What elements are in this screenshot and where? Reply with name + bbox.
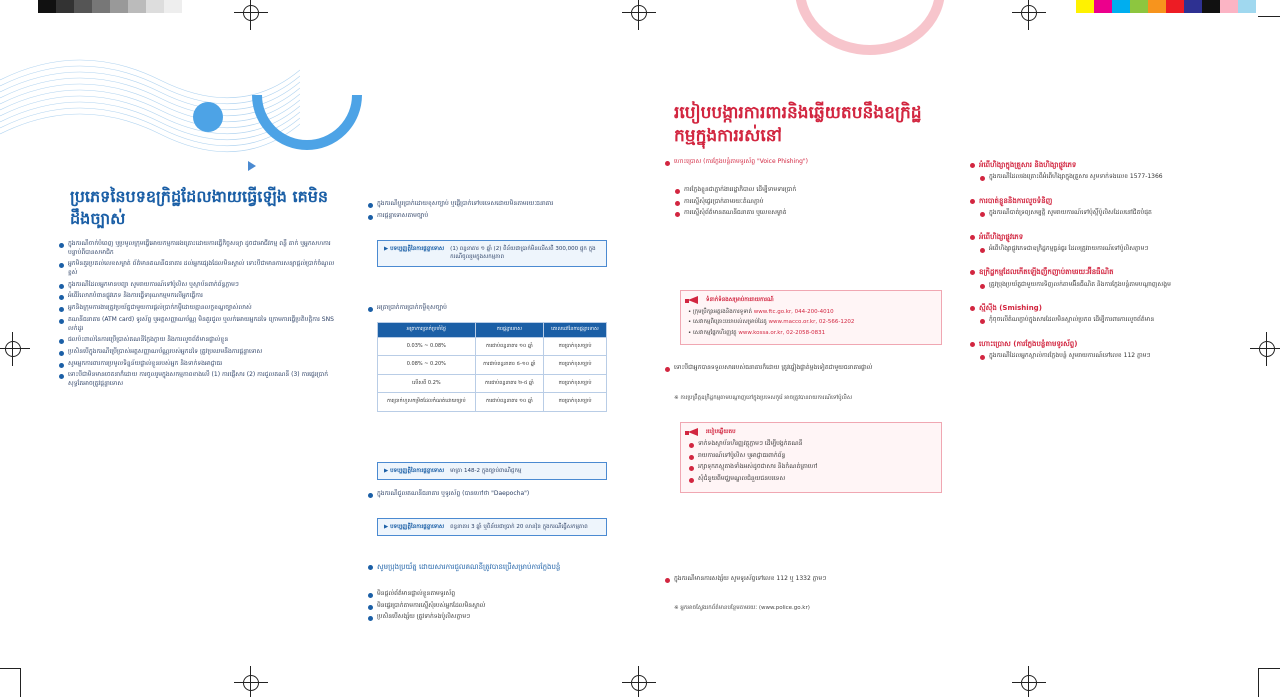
- crime-section: [969, 196, 1269, 218]
- table-cell: 0.03% ~ 0.08%: [378, 337, 476, 356]
- crime-section-body-list: [979, 281, 1269, 290]
- table-heading: អត្រាប្រាក់ការប្រាក់កម្ចីខុសច្បាប់: [367, 304, 607, 313]
- crime-section-text: ក្នុងករណីដែលរងគ្រោះពីអំពើហិង្សាក្នុងគ្រួសារ សូមទាក់ទងលេខ 1577-1366: [979, 173, 1269, 182]
- daepocha-item: ក្នុងករណីជួលគណនីធនាគារ ឬទូរស័ព្ទ (បានហៅថា "Daepocha"): [367, 490, 607, 499]
- contact-name: សេវាកម្មផ្នែកហិរញ្ញវត្ថុ: [693, 329, 737, 336]
- bottom-title-list: [367, 562, 607, 575]
- crime-section-body-list: [979, 352, 1269, 361]
- para2-item: ទោះបីជាអ្នកបានទទួលសាររបស់ធនាគារក៏ដោយ ត្រូវផ្ទៀងផ្ទាត់ម្តងទៀតជាមួយធនាគារផ្ទាល់: [664, 364, 944, 373]
- phishing-subpoints: [674, 186, 942, 221]
- panel-prevention: [640, 0, 952, 697]
- crime-section-text: ក្នុងករណីដែលអ្នកស្គាល់ការក្លែងបន្លំ សូមរាយការណ៍ទៅលេខ 112 ភ្លាមៗ: [979, 352, 1269, 361]
- penalty-box-text: មាត្រា 148-2 ក្នុងច្បាប់ពាណិជ្ជកម្ម: [450, 468, 522, 474]
- pink-arc-decoration: [790, 0, 950, 70]
- penalty-box: [377, 462, 607, 480]
- crime-section-head-list: [969, 232, 1269, 242]
- bullet-icon: •: [688, 329, 693, 336]
- crime-section-text: កុំចុចលើតំណភ្ជាប់ក្នុងសារដែលមិនស្គាល់ប្រភព ដើម្បីការពារការលួចព័ត៌មាន: [979, 316, 1269, 325]
- penalty-box: [377, 240, 607, 267]
- bottom-note-list: [664, 575, 944, 587]
- interest-table: [377, 322, 607, 412]
- contact-name: ក្រុមប្រឹក្សាអគ្គរងនិងការទូទាត់: [693, 309, 752, 315]
- crime-section-head: ការបាត់ខ្លួននិងការលួចទំនិញ: [969, 196, 1269, 206]
- note-text: ※ ការប្រព្រឹត្តឧក្រិដ្ឋកម្មតាមបណ្តាញនៅក្នុងប្រទេសកូរ៉េ អាចត្រូវបានរាយការណ៍ទៅប៉ូលិស: [674, 395, 853, 401]
- intro-list: [367, 200, 607, 223]
- list-item: ការស្នើសុំព័ត៌មានគណនីធនាគារ ឬលេខសម្ងាត់: [674, 209, 942, 218]
- contact-link[interactable]: www.kossa.or.kr, 02-2058-0831: [738, 329, 826, 336]
- contact-head-label: ទំនាក់ទំនងសម្រាប់ការរាយការណ៍: [706, 297, 774, 304]
- crime-sections: [969, 160, 1269, 375]
- penalty-box-text: ពន្ធនាគារ 3 ឆ្នាំ ឬពិន័យជាប្រាក់ 20 លានវ៉ុន ក្នុងករណីធ្វើសកម្មភាព: [450, 524, 588, 530]
- list-item: ក្នុងករណីចាក់បំពេញ ឬប្រមូលក្រុមធ្វើអោយកម្មការរងគ្រោះដោយការធ្វើកិច្ចសន្យា ដូចជាអាជីវកម្ម ពន្លឺ គាក់ ឬអ្នកសហការ បន្ទាប់ពីបានសមាជិក: [58, 240, 338, 257]
- table-row: [378, 374, 607, 393]
- reference-note-text: ※ អ្នកអាចស្វែងរកព័ត៌មានបន្ថែមតាមរយៈ (www.police.go.kr): [674, 605, 810, 611]
- list-item: ក្នុងករណីដែលអ្នកមានបញ្ហា សូមរាយការណ៍ទៅប៉ូលិស ឬស្ថាប័នពាក់ព័ន្ធភ្លាមៗ: [58, 281, 338, 290]
- page-title: ប្រភេទនៃបទឧក្រិដ្ឋដែលងាយធ្វើឡើង គេមិនដឹងច្បាស់: [70, 187, 329, 228]
- contact-head: [688, 296, 934, 305]
- bullet-icon: •: [688, 309, 693, 315]
- list-item: ការស្នើសុំផ្ទេរប្រាក់តាមរយៈតំណភ្ជាប់: [674, 198, 942, 207]
- table-cell: ការជាប់ពន្ធនាគារ ២-៥ ឆ្នាំ: [475, 374, 543, 393]
- crime-section-head-list: [969, 160, 1269, 170]
- panel-penalties: [355, 0, 617, 697]
- crime-section-head: អំពើហិង្សាក្នុងគ្រួសារ និងហិង្សាផ្លូវភេទ: [969, 160, 1269, 170]
- blue-circle-decoration: [193, 102, 223, 132]
- list-item: ទោះបីជាមិនមានចេតនាក៏ដោយ ការចូលរួមក្នុងសកម្មភាពខាងលើ (1) ការផ្ញើសារ (2) ការជួលគណនី (3) ការផ្ទេរប្រាក់ សុទ្ធតែអាចត្រូវផ្តន្ទាទោស: [58, 371, 338, 388]
- how-to-respond-box: [680, 422, 942, 493]
- contact-rows: [688, 308, 934, 337]
- penalty-box: [377, 518, 607, 536]
- bottom-note: ក្នុងករណីមានការសង្ស័យ សូមទូរស័ព្ទទៅលេខ 112 ឬ 1332 ភ្លាមៗ: [664, 575, 944, 584]
- megaphone-icon: [688, 428, 702, 437]
- crime-section-head-list: [969, 303, 1269, 313]
- list-item: សុំជំនួយពីមជ្ឈមណ្ឌលជំនួយជនបរទេស: [688, 475, 934, 484]
- contact-name: សេវាកម្មពិគ្រោះយោបល់សម្រាប់ដៃគូ: [693, 319, 767, 326]
- table-cell: ការប្រាក់ខុសច្បាប់: [543, 393, 606, 412]
- crime-section: [969, 303, 1269, 325]
- list-item: ទាក់ទងស្ថាប័នហិរញ្ញវត្ថុភ្លាមៗ ដើម្បីបង្កក់គណនី: [688, 440, 934, 449]
- table-cell: ការជាប់ពន្ធនាគារ ១០ ឆ្នាំ: [475, 393, 543, 412]
- table-header-cell: អត្រាការប្រាក់ប្រចាំថ្ងៃ: [378, 323, 476, 338]
- list-item: អ្នកនិងក្រុមការងារត្រូវប្រយ័ត្នជាមួយការផ្តល់ប្រាក់កម្ចីដោយគ្មានលក្ខខណ្ឌច្បាស់លាស់: [58, 304, 338, 313]
- contact-row: [688, 308, 934, 316]
- how-head-label: របៀបឆ្លើយតប: [706, 429, 736, 436]
- penalty-box-label: ▶ បទប្បញ្ញត្តិនៃការផ្តន្ទាទោស: [384, 523, 444, 531]
- contact-row: [688, 318, 934, 326]
- table-row: [378, 393, 607, 412]
- list-item: គណនីធនាគារ (ATM card) ទូរស័ព្ទ ឬអត្តសញ្ញាណប័ណ្ណ មិនគួរជួល ឬលក់អោយអ្នកដទៃ ក្រោមការធ្វើប្រតិបត្តិការ SNS លក់ដូរ: [58, 316, 338, 333]
- para2-list: [664, 364, 944, 376]
- triangle-decoration: [248, 161, 256, 171]
- crime-section-body-list: [979, 209, 1269, 218]
- table-cell: ការជាប់ពន្ធនាគារ ១០ ឆ្នាំ: [475, 337, 543, 356]
- bottom-bullets: [367, 590, 607, 625]
- table-heading-list: [367, 304, 607, 316]
- crime-section-body-list: [979, 173, 1269, 182]
- list-item: មិនផ្តល់ព័ត៌មានផ្ទាល់ខ្លួនតាមទូរស័ព្ទ: [367, 590, 607, 599]
- crime-section-text: ក្នុងករណីបាត់ទ្រព្យសម្បត្តិ សូមរាយការណ៍ទៅប៉ុស្តិ៍ប៉ូលិសដែលនៅជិតបំផុត: [979, 209, 1269, 218]
- penalty-heading: ការផ្តន្ទាទោសតាមច្បាប់: [367, 212, 607, 221]
- bottom-title: សូមប្រុងប្រយ័ត្ន ដោយសារការជួលគណនីត្រូវបានប្រើសម្រាប់ការក្លែងបន្លំ: [367, 562, 607, 572]
- crime-section-head: ហោះប្រោស (ការក្លែងបន្លំតាមទូរស័ព្ទ): [969, 339, 1269, 349]
- list-item: រក្សាទុកភស្តុតាងទាំងអស់ដូចជាសារ និងកំណត់ត្រាហៅ: [688, 463, 934, 472]
- table-row: [378, 356, 607, 375]
- crime-section: [969, 267, 1269, 289]
- crime-section: [969, 339, 1269, 361]
- panel-crime-types: [0, 0, 355, 697]
- table-cell: 0.08% ~ 0.20%: [378, 356, 476, 375]
- table-header-cell: ការផ្តន្ទាទោស: [475, 323, 543, 338]
- report-contact-box: [680, 290, 942, 345]
- list-item: មិនផ្ទេរប្រាក់តាមការស្នើសុំរបស់អ្នកដែលមិនស្គាល់: [367, 602, 607, 611]
- table-cell: ការប្រាក់ខុសច្បាប់: [543, 356, 606, 375]
- list-item: សូមអ្នកការពារការប្រមូលទិន្នន័យផ្ទាល់ខ្លួនរបស់អ្នក និងទាក់ទងអាជ្ញាធរ: [58, 360, 338, 369]
- crime-section-head: ឧក្រិដ្ឋកម្មដែលកើតឡើងញឹកញាប់តាមរយៈអ៊ីនធឺណិត: [969, 267, 1269, 277]
- crime-type-list: [58, 240, 338, 392]
- crime-section-head-list: [969, 196, 1269, 206]
- arc-decoration: [252, 40, 362, 150]
- table-header-cell: គោលដៅនៃការផ្តន្ទាទោស: [543, 323, 606, 338]
- table-cell: ការប្រាក់ខុសច្បាប់: [543, 337, 606, 356]
- list-item: អំពើរំលោភបំពានផ្លូវភេទ និងការធ្វើទារុណកម្មមកលើអ្នកធ្វើការ: [58, 292, 338, 301]
- contact-row: [688, 329, 934, 337]
- megaphone-icon: [688, 296, 702, 305]
- penalty-box-label: ▶ បទប្បញ្ញត្តិនៃការផ្តន្ទាទោស: [384, 245, 444, 262]
- table-cell: ការប្រាក់ហួសកម្រិតដែលកំណត់ដោយច្បាប់: [378, 393, 476, 412]
- voice-phishing-list: [664, 158, 944, 170]
- crime-section-text: អំពើហិង្សាផ្លូវភេទជាឧក្រិដ្ឋកម្មធ្ងន់ធ្ងរ ដែលត្រូវរាយការណ៍ទៅប៉ូលិសភ្លាមៗ: [979, 245, 1269, 254]
- list-item: អ្នកមិនគួរប្រគល់លេខសម្ងាត់ ព័ត៌មានគណនីធនាគារ ដល់អ្នកផ្សេងដែលមិនស្គាល់ ទោះបីជាមានការសន្យាផ្តល់ប្រាក់ចំណូលខ្ពស់: [58, 260, 338, 277]
- list-item: ប្រសិនបើសង្ស័យ ត្រូវទាក់ទងប៉ូលិសភ្លាមៗ: [367, 613, 607, 622]
- crime-section: [969, 160, 1269, 182]
- table-cell: ការប្រាក់ខុសច្បាប់: [543, 374, 606, 393]
- crime-section-text: ត្រូវប្រុងប្រយ័ត្នជាមួយការទិញលក់តាមអ៊ីនធឺណិត និងការក្លែងបន្លំតាមបណ្តាញសង្គម: [979, 281, 1269, 290]
- daepocha-list: [367, 490, 607, 502]
- table-cell: លើសពី 0.2%: [378, 374, 476, 393]
- crime-section-body-list: [979, 245, 1269, 254]
- contact-link[interactable]: www.ftc.go.kr, 044-200-4010: [753, 309, 834, 315]
- crime-section-body-list: [979, 316, 1269, 325]
- reference-note: [674, 604, 942, 612]
- table-cell: ការជាប់ពន្ធនាគារ ៥-១០ ឆ្នាំ: [475, 356, 543, 375]
- section-title: របៀបបង្ការការពារនិងឆ្លើយតបនឹងឧក្រិដ្ឋកម្មក្នុងការរស់នៅ: [674, 103, 922, 146]
- list-item: ប្រសិនបើក្នុងករណីប្រើប្រាស់អត្តសញ្ញាណប័ណ្ណរបស់អ្នកដទៃ ត្រូវប្រឈមនឹងការផ្តន្ទាទោស: [58, 348, 338, 357]
- list-item: ផលប៉ះពាល់នៃការប្រើប្រាស់គណនីក្លែងក្លាយ និងការលួចព័ត៌មានផ្ទាល់ខ្លួន: [58, 336, 338, 345]
- crime-section: [969, 232, 1269, 254]
- crime-section-head-list: [969, 267, 1269, 277]
- penalty-box-text: (1) ពន្ធនាគារ ១ ឆ្នាំ (2) ពិន័យជាប្រាក់មិនលើសពី 300,000 ផ្ទុក ក្នុងករណីចូលរួមក្នុងសកម្មភាព: [450, 246, 596, 261]
- list-item: រាយការណ៍ទៅប៉ូលិស ឬអាជ្ញាធរពាក់ព័ន្ធ: [688, 452, 934, 461]
- penalty-box-label: ▶ បទប្បញ្ញត្តិនៃការផ្តន្ទាទោស: [384, 467, 444, 475]
- contact-link[interactable]: www.macco.or.kr, 02-566-1202: [768, 319, 855, 326]
- how-list: [688, 440, 934, 484]
- table-row: [378, 337, 607, 356]
- panel-other-crimes: [955, 0, 1280, 697]
- voice-phishing-item: ហោះប្រោស (ការក្លែងបន្លំតាមទូរស័ព្ទ "Voice Phishing"): [664, 158, 944, 167]
- crime-section-head-list: [969, 339, 1269, 349]
- how-head: [688, 428, 934, 437]
- crime-section-head: អំពើហិង្សាផ្លូវភេទ: [969, 232, 1269, 242]
- bullet-icon: •: [688, 319, 693, 326]
- intro-item: ក្នុងករណីប្តូរប្រាក់ដោយខុសច្បាប់ ឬផ្ញើប្រាក់ទៅបរទេសដោយមិនតាមរយៈធនាគារ: [367, 200, 607, 209]
- list-item: ការក្លែងខ្លួនជាភ្នាក់ងាររដ្ឋាភិបាល ដើម្បីទាមទារប្រាក់: [674, 186, 942, 195]
- crime-section-head: ស្មីស៊ីង (Smishing): [969, 303, 1269, 313]
